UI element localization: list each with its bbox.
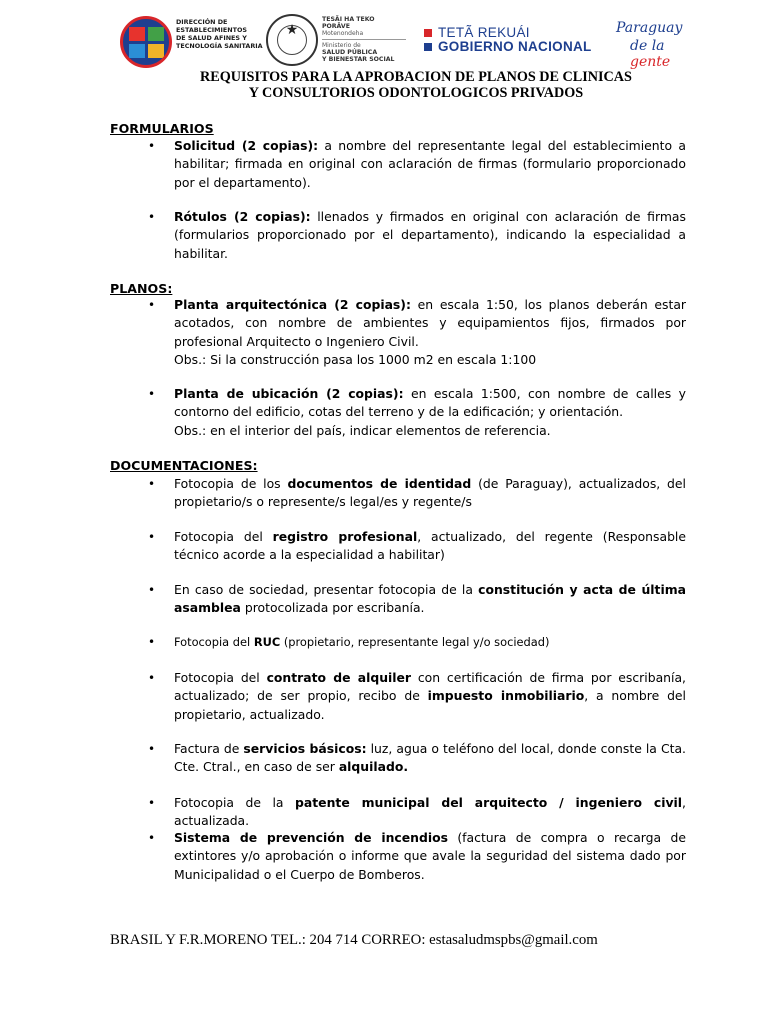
list-item: Fotocopia de los documentos de identidad (de Paraguay), actualizados, del propietario/s o represente/s legal/es y regente/s [174,476,686,510]
list-item: Fotocopia del contrato de alquiler con certificación de firma por escribanía, actualizado; de ser propio, recibo de impuesto inmobiliario, a nombre del propietario, actualizado. [174,670,686,722]
bullet: • [148,139,156,153]
bullet: • [148,477,156,491]
section-heading-documentaciones: DOCUMENTACIONES: [110,458,258,473]
bullet: • [148,796,156,810]
title-line-1: REQUISITOS PARA LA APROBACION DE PLANOS DE CLINICAS [200,69,632,85]
bullet: • [148,831,156,845]
bullet: • [148,671,156,685]
section-heading-planos: PLANOS: [110,281,173,296]
bullet: • [148,635,156,649]
title-line-2: Y CONSULTORIOS ODONTOLOGICOS PRIVADOS [248,84,584,101]
bullet: • [148,387,156,401]
list-item: Rótulos (2 copias): llenados y firmados en original con aclaración de firmas (formularios proporcionado por el departamento), indicando la especialidad a habilitar. [174,209,686,261]
list-item: En caso de sociedad, presentar fotocopia de la constitución y acta de última asamblea protocolizada por escribanía. [174,582,686,616]
list-item: Factura de servicios básicos: luz, agua o teléfono del local, donde conste la Cta. Cte. Ctral., en caso de ser alquilado. [174,741,686,775]
ministry-logo: TESÃI HA TEKO PORÃVE Motenondeha Ministerio de SALUD PÚBLICA Y BIENESTAR SOCIAL [322,16,408,66]
bullet: • [148,742,156,756]
list-item: Planta arquitectónica (2 copias): en escala 1:50, los planos deberán estar acotados, con nombre de ambientes y equipamientos fijos, firmados por profesional Arquitecto o Ingeniero Civil. Obs.: Si la construcción pasa los 1000 m2 en escala 1:100 [174,296,686,370]
list-item: Solicitud (2 copias): a nombre del representante legal del establecimiento a habilitar; firmada en original con aclaración de firmas (formulario proporcionado por el departamento). [174,138,686,190]
national-seal-icon: ★ [266,14,318,66]
list-item: Planta de ubicación (2 copias): en escala 1:500, con nombre de calles y contorno del edificio, cotas del terreno y de la edificación; y orientación. Obs.: en el interior del país, indicar elementos de referencia. [174,385,686,440]
list-item: Fotocopia del registro profesional, actualizado, del regente (Responsable técnico acorde a la especialidad a habilitar) [174,529,687,563]
direccion-logo-text: DIRECCIÓN DE ESTABLECIMIENTOS DE SALUD AFINES Y TECNOLOGÍA SANITARIA [176,18,263,50]
paraguay-de-la-gente-logo: Paraguay de la gente [616,20,683,70]
bullet: • [148,298,156,312]
observation-note: Obs.: en el interior del país, indicar elementos de referencia. [174,422,551,438]
gobierno-nacional-logo: TETÃ REKUÁI GOBIERNO NACIONAL [422,26,602,56]
observation-note: Obs.: Si la construcción pasa los 1000 m2 en escala 1:100 [174,352,537,368]
list-item: Fotocopia de la patente municipal del arquitecto / ingeniero civil, actualizada. [174,795,686,829]
list-item: Sistema de prevención de incendios (factura de compra o recarga de extintores y/o aprobación o informe que avale la seguridad del sistema dado por Municipalidad o el Cuerpo de Bomberos. [174,830,687,882]
list-item: Fotocopia del RUC (propietario, representante legal y/o sociedad) [174,635,550,649]
bullet: • [148,210,156,224]
bullet: • [148,583,156,597]
bullet: • [148,530,156,544]
section-heading-formularios: FORMULARIOS [110,121,214,136]
footer-contact: BRASIL Y F.R.MORENO TEL.: 204 714 CORREO: estasaludmspbs@gmail.com [110,932,598,948]
